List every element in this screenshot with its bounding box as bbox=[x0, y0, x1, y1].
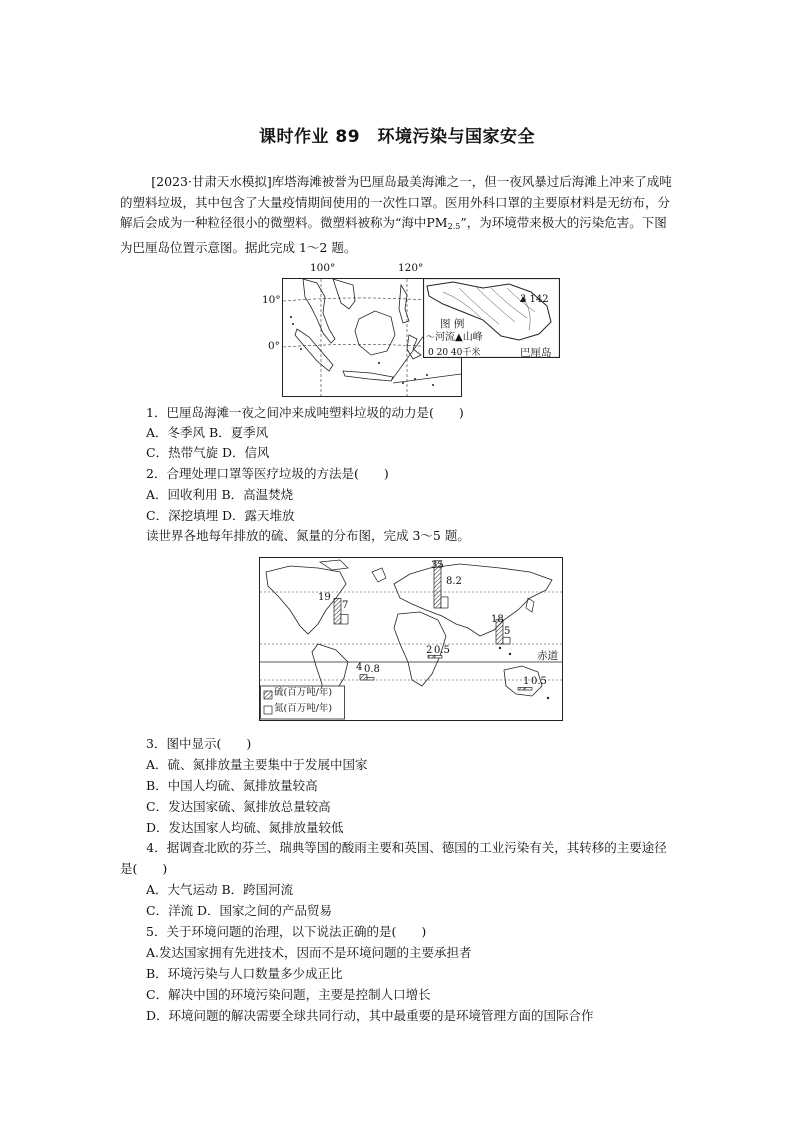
q5-option-a: A.发达国家拥有先进技术，因而不是环境问题的主要承担者 bbox=[146, 945, 472, 960]
q4-options-ab: A．大气运动 B．跨国河流 bbox=[146, 882, 294, 897]
q1-stem: 1．巴厘岛海滩一夜之间冲来成吨塑料垃圾的动力是( ) bbox=[146, 405, 464, 420]
bar-label-as-s: 18 bbox=[491, 614, 504, 625]
q3-option-d: D．发达国家人均硫、氮排放量较低 bbox=[146, 820, 344, 835]
q3-option-a: A．硫、氮排放量主要集中于发展中国家 bbox=[146, 757, 368, 772]
q3-option-b: B．中国人均硫、氮排放量较高 bbox=[146, 778, 318, 793]
intro2: 读世界各地每年排放的硫、氮量的分布图，完成 3～5 题。 bbox=[146, 528, 470, 543]
bar-label-eu-n: 8.2 bbox=[446, 576, 462, 587]
lat-label-0: 0° bbox=[268, 340, 280, 352]
legend-nitrogen: 氮(百万吨/年) bbox=[274, 703, 333, 714]
q5-option-c: C．解决中国的环境污染问题，主要是控制人口增长 bbox=[146, 987, 431, 1002]
lat-label-10: 10° bbox=[262, 294, 281, 306]
bar-label-eu-s: 35 bbox=[431, 560, 444, 571]
q5-option-b: B．环境污染与人口数量多少成正比 bbox=[146, 966, 343, 981]
bar-label-af-s: 2 bbox=[426, 645, 433, 656]
river-icon: 〜 bbox=[426, 333, 436, 343]
scale-bar-label: 0 20 40千米 bbox=[428, 348, 481, 358]
q1-options-cd: C．热带气旋 D．信风 bbox=[146, 445, 270, 460]
bar-label-na-s: 19 bbox=[318, 592, 331, 603]
pm-subscript: 2.5 bbox=[447, 222, 461, 231]
page-title: 课时作业 89 环境污染与国家安全 bbox=[258, 127, 536, 147]
q3-stem: 3．图中显示( ) bbox=[146, 736, 252, 751]
bar-label-af-n: 0.5 bbox=[434, 645, 450, 656]
equator-label: 赤道 bbox=[537, 650, 558, 662]
inset-peak-label: 3 142 bbox=[520, 294, 549, 305]
bar-label-sa-s: 4 bbox=[356, 662, 363, 673]
bar-label-sa-n: 0.8 bbox=[364, 664, 380, 675]
intro-text: [2023·甘肃天水模拟]库塔海滩被誉为巴厘岛最美海滩之一，但一夜风暴过后海滩上冲来了成吨的塑料垃圾，其中包含了大量疫情期间使用的一次性口罩。医用外科口罩的主要原材料是无纺布，分解后会成为一种粒径很小的微塑料。微塑料被称为“海中PM bbox=[120, 174, 672, 230]
q2-stem: 2．合理处理口罩等医疗垃圾的方法是( ) bbox=[146, 466, 389, 481]
q4-stem: 4．据调查北欧的芬兰、瑞典等国的酸雨主要和英国、德国的工业污染有关，其转移的主要途径是( ) bbox=[120, 840, 667, 876]
bar-label-oc-s: 1 bbox=[523, 676, 530, 687]
q1-options-ab: A．冬季风 B．夏季风 bbox=[146, 425, 269, 440]
bar-label-na-n: 7 bbox=[342, 600, 349, 611]
intro-paragraph bbox=[120, 172, 676, 258]
nitrogen-bar bbox=[441, 597, 448, 608]
legend-river: 河流 bbox=[435, 332, 456, 343]
q5-option-d: D．环境问题的解决需要全球共同行动，其中最重要的是环境管理方面的国际合作 bbox=[146, 1008, 594, 1023]
q2-options-ab: A．回收利用 B．高温焚烧 bbox=[146, 487, 294, 502]
legend-peak: ▲山峰 bbox=[455, 332, 483, 343]
lon-label-100: 100° bbox=[310, 262, 336, 274]
bar-label-oc-n: 0.5 bbox=[531, 676, 547, 687]
q3-option-c: C．发达国家硫、氮排放总量较高 bbox=[146, 799, 331, 814]
bar-label-as-n: 5 bbox=[504, 626, 511, 637]
sulfur-bar bbox=[334, 598, 341, 624]
legend-title: 图 例 bbox=[440, 318, 465, 330]
lon-label-120: 120° bbox=[398, 262, 424, 274]
intro-text-end: ”，为环境带来极大的污染危害。下图为巴厘岛位置示意图。据此完成 1～2 题。 bbox=[120, 215, 667, 255]
q5-stem: 5．关于环境问题的治理，以下说法正确的是( ) bbox=[146, 924, 427, 939]
legend-sulfur: 硫(百万吨/年) bbox=[274, 687, 333, 698]
q2-options-cd: C．深挖填埋 D．露天堆放 bbox=[146, 508, 295, 523]
q4-options-cd: C．洋流 D．国家之间的产品贸易 bbox=[146, 903, 333, 918]
island-name: 巴厘岛 bbox=[520, 347, 552, 359]
